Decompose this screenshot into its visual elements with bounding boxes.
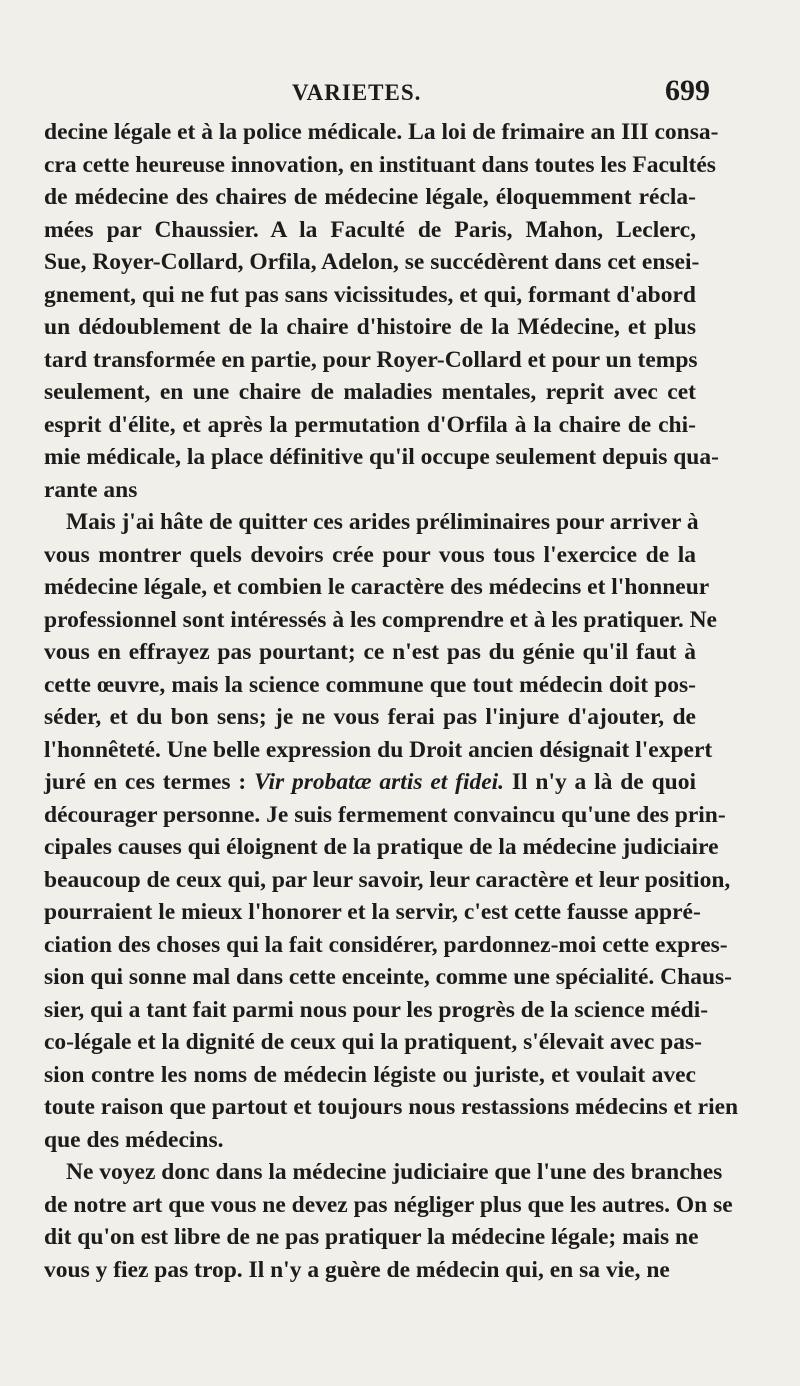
text-line: dit qu'on est libre de ne pas pratiquer la médecine légale; mais ne — [44, 1224, 699, 1250]
text-line: vous en effrayez pas pourtant; ce n'est pas du génie qu'il faut à — [44, 639, 696, 665]
text-line: juré en ces termes : Vir probatæ artis et fidei. Il n'y a là de quoi — [44, 769, 696, 795]
text-line: tard transformée en partie, pour Royer-Collard et pour un temps — [44, 346, 698, 373]
running-title: VARIETES. — [292, 80, 422, 105]
text-line: rante ans — [44, 476, 138, 503]
text-line: mie médicale, la place définitive qu'il occupe seulement depuis qua- — [44, 444, 719, 470]
paragraph — [44, 506, 739, 1156]
text-line: sion contre les noms de médecin légiste ou juriste, et voulait avec — [44, 1061, 696, 1088]
text-line: esprit d'élite, et après la permutation d'Orfila à la chaire de chi- — [44, 411, 696, 438]
text-line: de médecine des chaires de médecine légale, éloquemment récla- — [44, 184, 696, 210]
text-line: décourager personne. Je suis fermement convaincu qu'une des prin- — [44, 801, 726, 828]
text-line: que des médecins. — [44, 1126, 224, 1153]
text-line: cette œuvre, mais la science commune que tout médecin doit pos- — [44, 671, 696, 698]
text-line: de notre art que vous ne devez pas négliger plus que les autres. On se — [44, 1191, 733, 1218]
text-line: un dédoublement de la chaire d'histoire de la Médecine, et plus — [44, 314, 696, 340]
running-head — [44, 74, 710, 116]
text-line: co-légale et la dignité de ceux qui la pratiquent, s'élevait avec pas- — [44, 1029, 702, 1055]
body-text — [44, 116, 739, 1286]
text-line: cra cette heureuse innovation, en instituant dans toutes les Facultés — [44, 151, 716, 178]
text-line: gnement, qui ne fut pas sans vicissitudes, et qui, formant d'abord — [44, 281, 696, 308]
text-line: sion qui sonne mal dans cette enceinte, comme une spécialité. Chaus- — [44, 964, 733, 990]
paragraph — [44, 1156, 733, 1286]
text-line: mées par Chaussier. A la Faculté de Paris, Mahon, Leclerc, — [44, 216, 696, 243]
text-line: l'honnêteté. Une belle expression du Droit ancien désignait l'expert — [44, 736, 713, 763]
text-line: ciation des choses qui la fait considérer, pardonnez-moi cette expres- — [44, 931, 728, 958]
text-line: Sue, Royer-Collard, Orfila, Adelon, se succédèrent dans cet ensei- — [44, 249, 700, 275]
text-line: decine légale et à la police médicale. La loi de frimaire an III consa- — [44, 119, 719, 145]
text-line: cipales causes qui éloignent de la pratique de la médecine judiciaire — [44, 834, 719, 860]
text-line: sier, qui a tant fait parmi nous pour les progrès de la science médi- — [44, 996, 709, 1023]
text-line: professionnel sont intéressés à les comprendre et à les pratiquer. Ne — [44, 606, 717, 633]
text-line: vous y fiez pas trop. Il n'y a guère de médecin qui, en sa vie, ne — [44, 1256, 670, 1283]
text-line: médecine légale, et combien le caractère des médecins et l'honneur — [44, 574, 710, 600]
text-line: vous montrer quels devoirs crée pour vous tous l'exercice de la — [44, 541, 696, 568]
text-line: seulement, en une chaire de maladies mentales, reprit avec cet — [44, 379, 696, 405]
text-line: pourraient le mieux l'honorer et la servir, c'est cette fausse appré- — [44, 899, 701, 925]
text-line: toute raison que partout et toujours nous restassions médecins et rien — [44, 1094, 739, 1120]
text-line: Mais j'ai hâte de quitter ces arides préliminaires pour arriver à — [66, 509, 699, 535]
page-number: 699 — [665, 74, 710, 107]
text-line: Ne voyez donc dans la médecine judiciaire que l'une des branches — [66, 1159, 723, 1185]
text-line: beaucoup de ceux qui, par leur savoir, leur caractère et leur position, — [44, 866, 731, 893]
text-line: séder, et du bon sens; je ne vous ferai pas l'injure d'ajouter, de — [44, 704, 696, 730]
latin-quote: Vir probatæ artis et fidei. — [254, 769, 505, 795]
paragraph — [44, 116, 719, 506]
